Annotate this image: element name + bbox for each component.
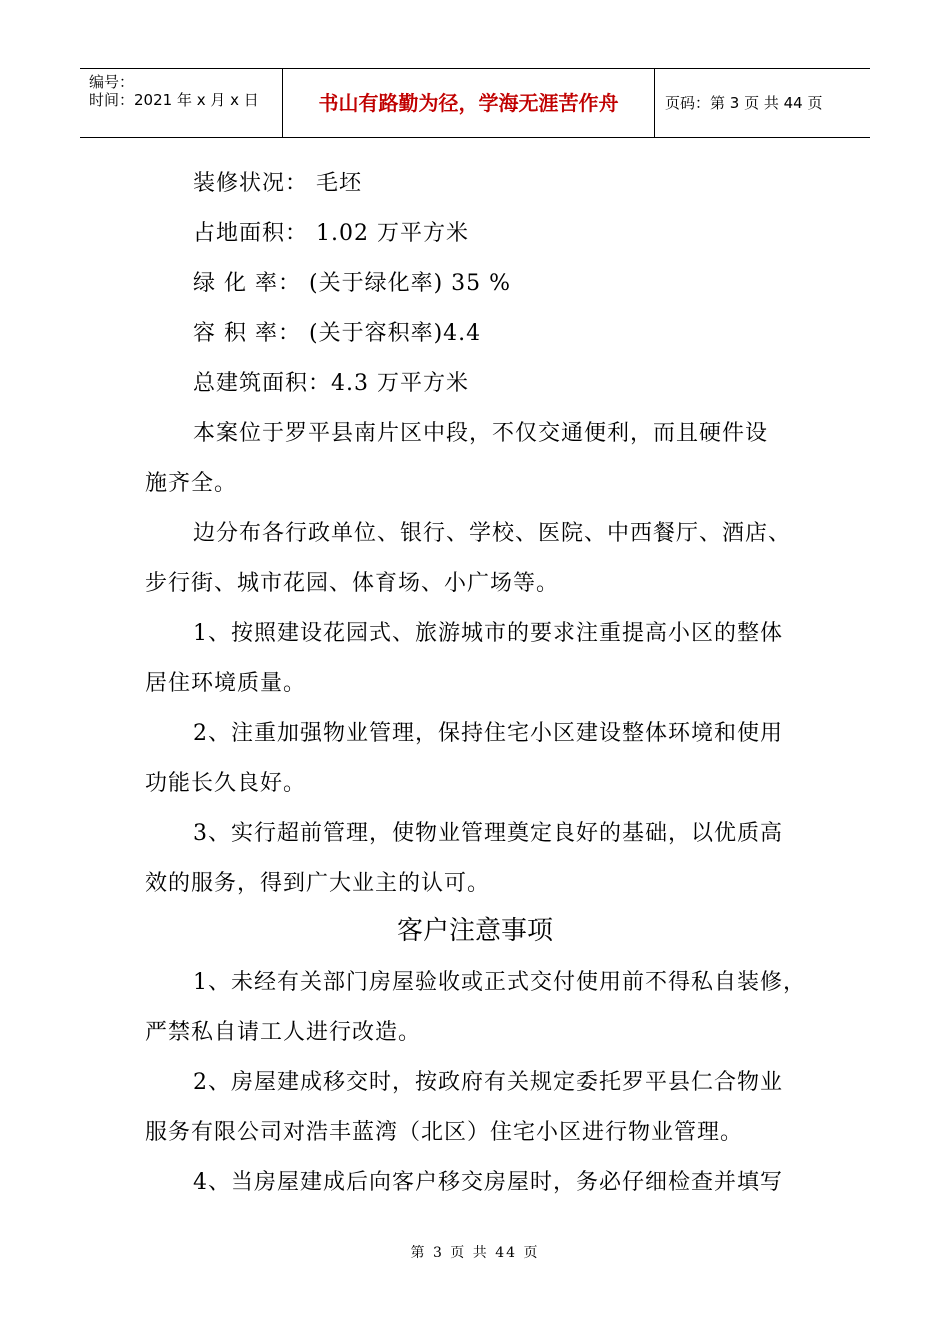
header-motto: 书山有路勤为径，学海无涯苦作舟 — [318, 91, 619, 115]
paragraph-line: 步行街、城市花园、体育场、小广场等。 — [145, 571, 560, 596]
header-page-info: 页码：第 3 页 共 44 页 — [665, 94, 823, 112]
paragraph-line: 2、注重加强物业管理，保持住宅小区建设整体环境和使用 — [193, 721, 783, 746]
note-line: 服务有限公司对浩丰蓝湾（北区）住宅小区进行物业管理。 — [145, 1120, 744, 1145]
page-header — [80, 68, 870, 138]
paragraph-line: 1、按照建设花园式、旅游城市的要求注重提高小区的整体 — [193, 621, 783, 646]
paragraph-line: 3、实行超前管理，使物业管理奠定良好的基础，以优质高 — [193, 821, 783, 846]
paragraph-line: 边分布各行政单位、银行、学校、医院、中西餐厅、酒店、 — [193, 521, 792, 546]
paragraph-line: 施齐全。 — [145, 471, 238, 496]
header-meta-cell — [80, 69, 283, 137]
page-footer: 第 3 页 共 44 页 — [410, 1245, 540, 1261]
paragraph-line: 容 积 率： (关于容积率)4.4 — [193, 321, 482, 346]
note-line: 严禁私自请工人进行改造。 — [145, 1020, 422, 1045]
document-number-label: 编号： — [89, 73, 135, 91]
paragraph-line: 绿 化 率： (关于绿化率) 35 % — [193, 271, 512, 296]
paragraph-line: 居住环境质量。 — [145, 671, 307, 696]
header-page-cell — [655, 69, 870, 137]
paragraph-line: 功能长久良好。 — [145, 771, 307, 796]
section-title: 客户注意事项 — [396, 916, 553, 946]
note-line: 2、房屋建成移交时，按政府有关规定委托罗平县仁合物业 — [193, 1070, 783, 1095]
paragraph-line: 效的服务，得到广大业主的认可。 — [145, 871, 491, 896]
document-date: 时间：2021 年 x 月 x 日 — [89, 91, 259, 109]
header-motto-cell — [283, 69, 655, 137]
note-line: 1、未经有关部门房屋验收或正式交付使用前不得私自装修， — [193, 970, 806, 995]
paragraph-line: 占地面积： 1.02 万平方米 — [193, 221, 469, 246]
paragraph-line: 总建筑面积：4.3 万平方米 — [193, 371, 469, 396]
note-line: 4、当房屋建成后向客户移交房屋时，务必仔细检查并填写 — [193, 1170, 783, 1195]
paragraph-line: 装修状况： 毛坯 — [193, 171, 362, 196]
paragraph-line: 本案位于罗平县南片区中段，不仅交通便利，而且硬件设 — [193, 421, 769, 446]
